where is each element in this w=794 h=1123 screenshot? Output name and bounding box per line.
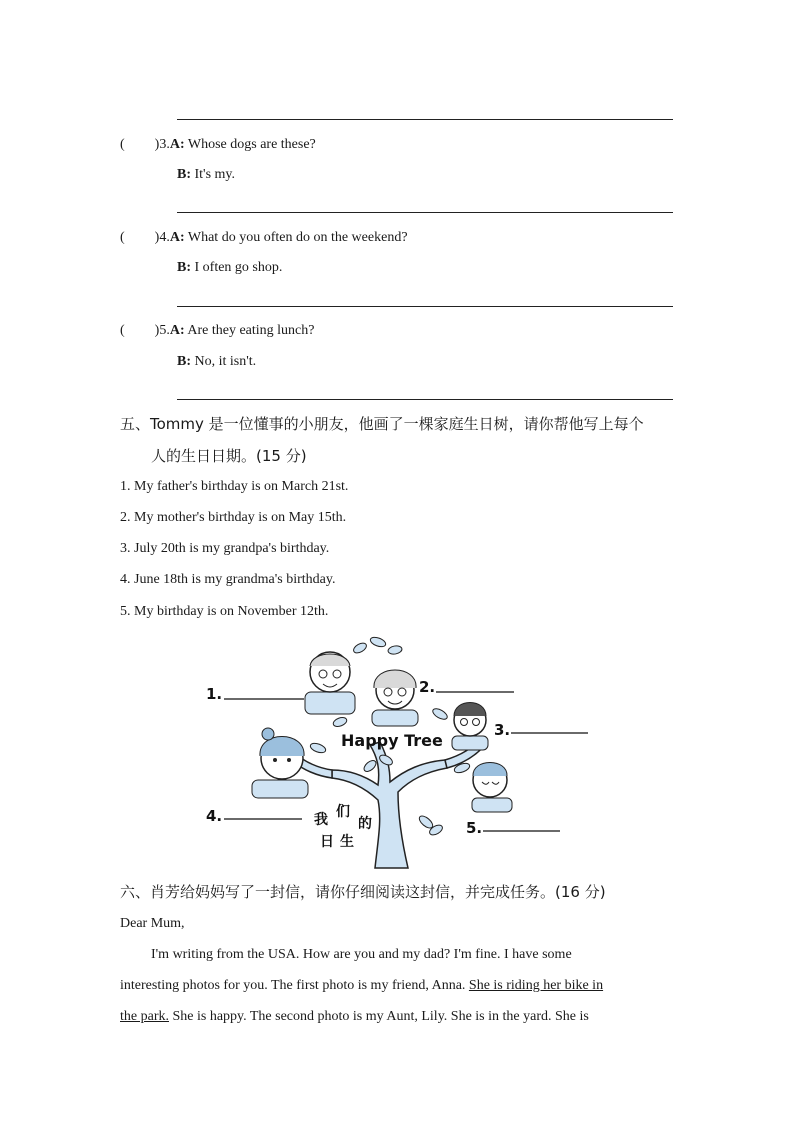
question-3-b [177, 166, 235, 184]
underlined-sentence: the park. [120, 1009, 169, 1024]
answer-line-5[interactable] [177, 399, 673, 400]
section-5-title: 五、Tommy 是一位懂事的小朋友，他画了一棵家庭生日树，请你帮他写上每个 [120, 415, 644, 433]
list-item: 3. July 20th is my grandpa's birthday. [120, 541, 330, 556]
tommy-avatar [472, 763, 512, 813]
mother-avatar [252, 728, 308, 798]
list-item: 1. My father's birthday is on March 21st. [120, 479, 349, 494]
tree-title: Happy Tree [341, 731, 443, 750]
blank-label-4: 4. [206, 807, 223, 825]
list-item: 5. My birthday is on November 12th. [120, 604, 329, 619]
letter-line-2 [120, 977, 673, 995]
question-4-b [177, 259, 282, 277]
question-b-text: I often go shop. [194, 260, 283, 275]
blank-label-2: 2. [419, 678, 436, 696]
speaker-a: A: [169, 137, 185, 152]
underlined-sentence: She is riding her bike in [468, 978, 604, 993]
trunk-char: 生 [340, 834, 354, 850]
letter-greeting: Dear Mum, [120, 916, 185, 931]
question-3: ( )3.A: Whose dogs are these? [120, 137, 316, 152]
question-4: ( )4.A: What do you often do on the weekend? [120, 230, 408, 245]
trunk-char: 的 [358, 816, 372, 832]
grandma-avatar [372, 670, 418, 726]
speaker-b: B: [177, 260, 191, 275]
question-b-text: It's my. [194, 167, 236, 182]
letter-line-1 [120, 946, 673, 964]
letter-text: interesting photos for you. The first photo is my friend, Anna. [120, 978, 469, 993]
letter-text: I'm writing from the USA. How are you and my dad? I'm fine. I have some [151, 947, 572, 962]
trunk-char: 我 [314, 812, 328, 828]
answer-line-4[interactable] [177, 306, 673, 307]
blank-label-1: 1. [206, 685, 223, 703]
question-number: 3. [159, 137, 170, 152]
answer-paren-open[interactable]: ( [120, 230, 125, 245]
birthday-tree-figure [200, 630, 600, 870]
trunk-char: 日 [320, 834, 334, 850]
question-5-b [177, 353, 256, 371]
speaker-a: A: [169, 323, 185, 338]
grandpa-avatar [305, 652, 355, 714]
question-a-text: What do you often do on the weekend? [187, 230, 408, 245]
speaker-b: B: [177, 354, 191, 369]
letter-text: She is happy. The second photo is my Aunt, Lily. She is in the yard. She is [168, 1009, 589, 1024]
question-b-text: No, it isn't. [194, 354, 257, 369]
answer-line-2[interactable] [177, 119, 673, 120]
section-5-title-cont: 人的生日日期。(15 分) [151, 447, 307, 465]
trunk-char: 们 [336, 804, 350, 820]
question-number: 5. [159, 323, 170, 338]
list-item: 2. My mother's birthday is on May 15th. [120, 510, 347, 525]
answer-paren-open[interactable]: ( [120, 137, 125, 152]
speaker-a: A: [169, 230, 185, 245]
question-a-text: Are they eating lunch? [187, 323, 315, 338]
speaker-b: B: [177, 167, 191, 182]
question-a-text: Whose dogs are these? [187, 137, 316, 152]
answer-paren-open[interactable]: ( [120, 323, 125, 338]
section-6-title: 六、肖芳给妈妈写了一封信，请你仔细阅读这封信，并完成任务。(16 分) [120, 883, 606, 901]
question-5: ( )5.A: Are they eating lunch? [120, 323, 315, 338]
answer-line-3[interactable] [177, 212, 673, 213]
blank-label-5: 5. [466, 819, 483, 837]
letter-line-3 [120, 1008, 673, 1026]
question-number: 4. [159, 230, 170, 245]
father-avatar [452, 703, 488, 751]
blank-label-3: 3. [494, 721, 511, 739]
list-item: 4. June 18th is my grandma's birthday. [120, 572, 336, 587]
